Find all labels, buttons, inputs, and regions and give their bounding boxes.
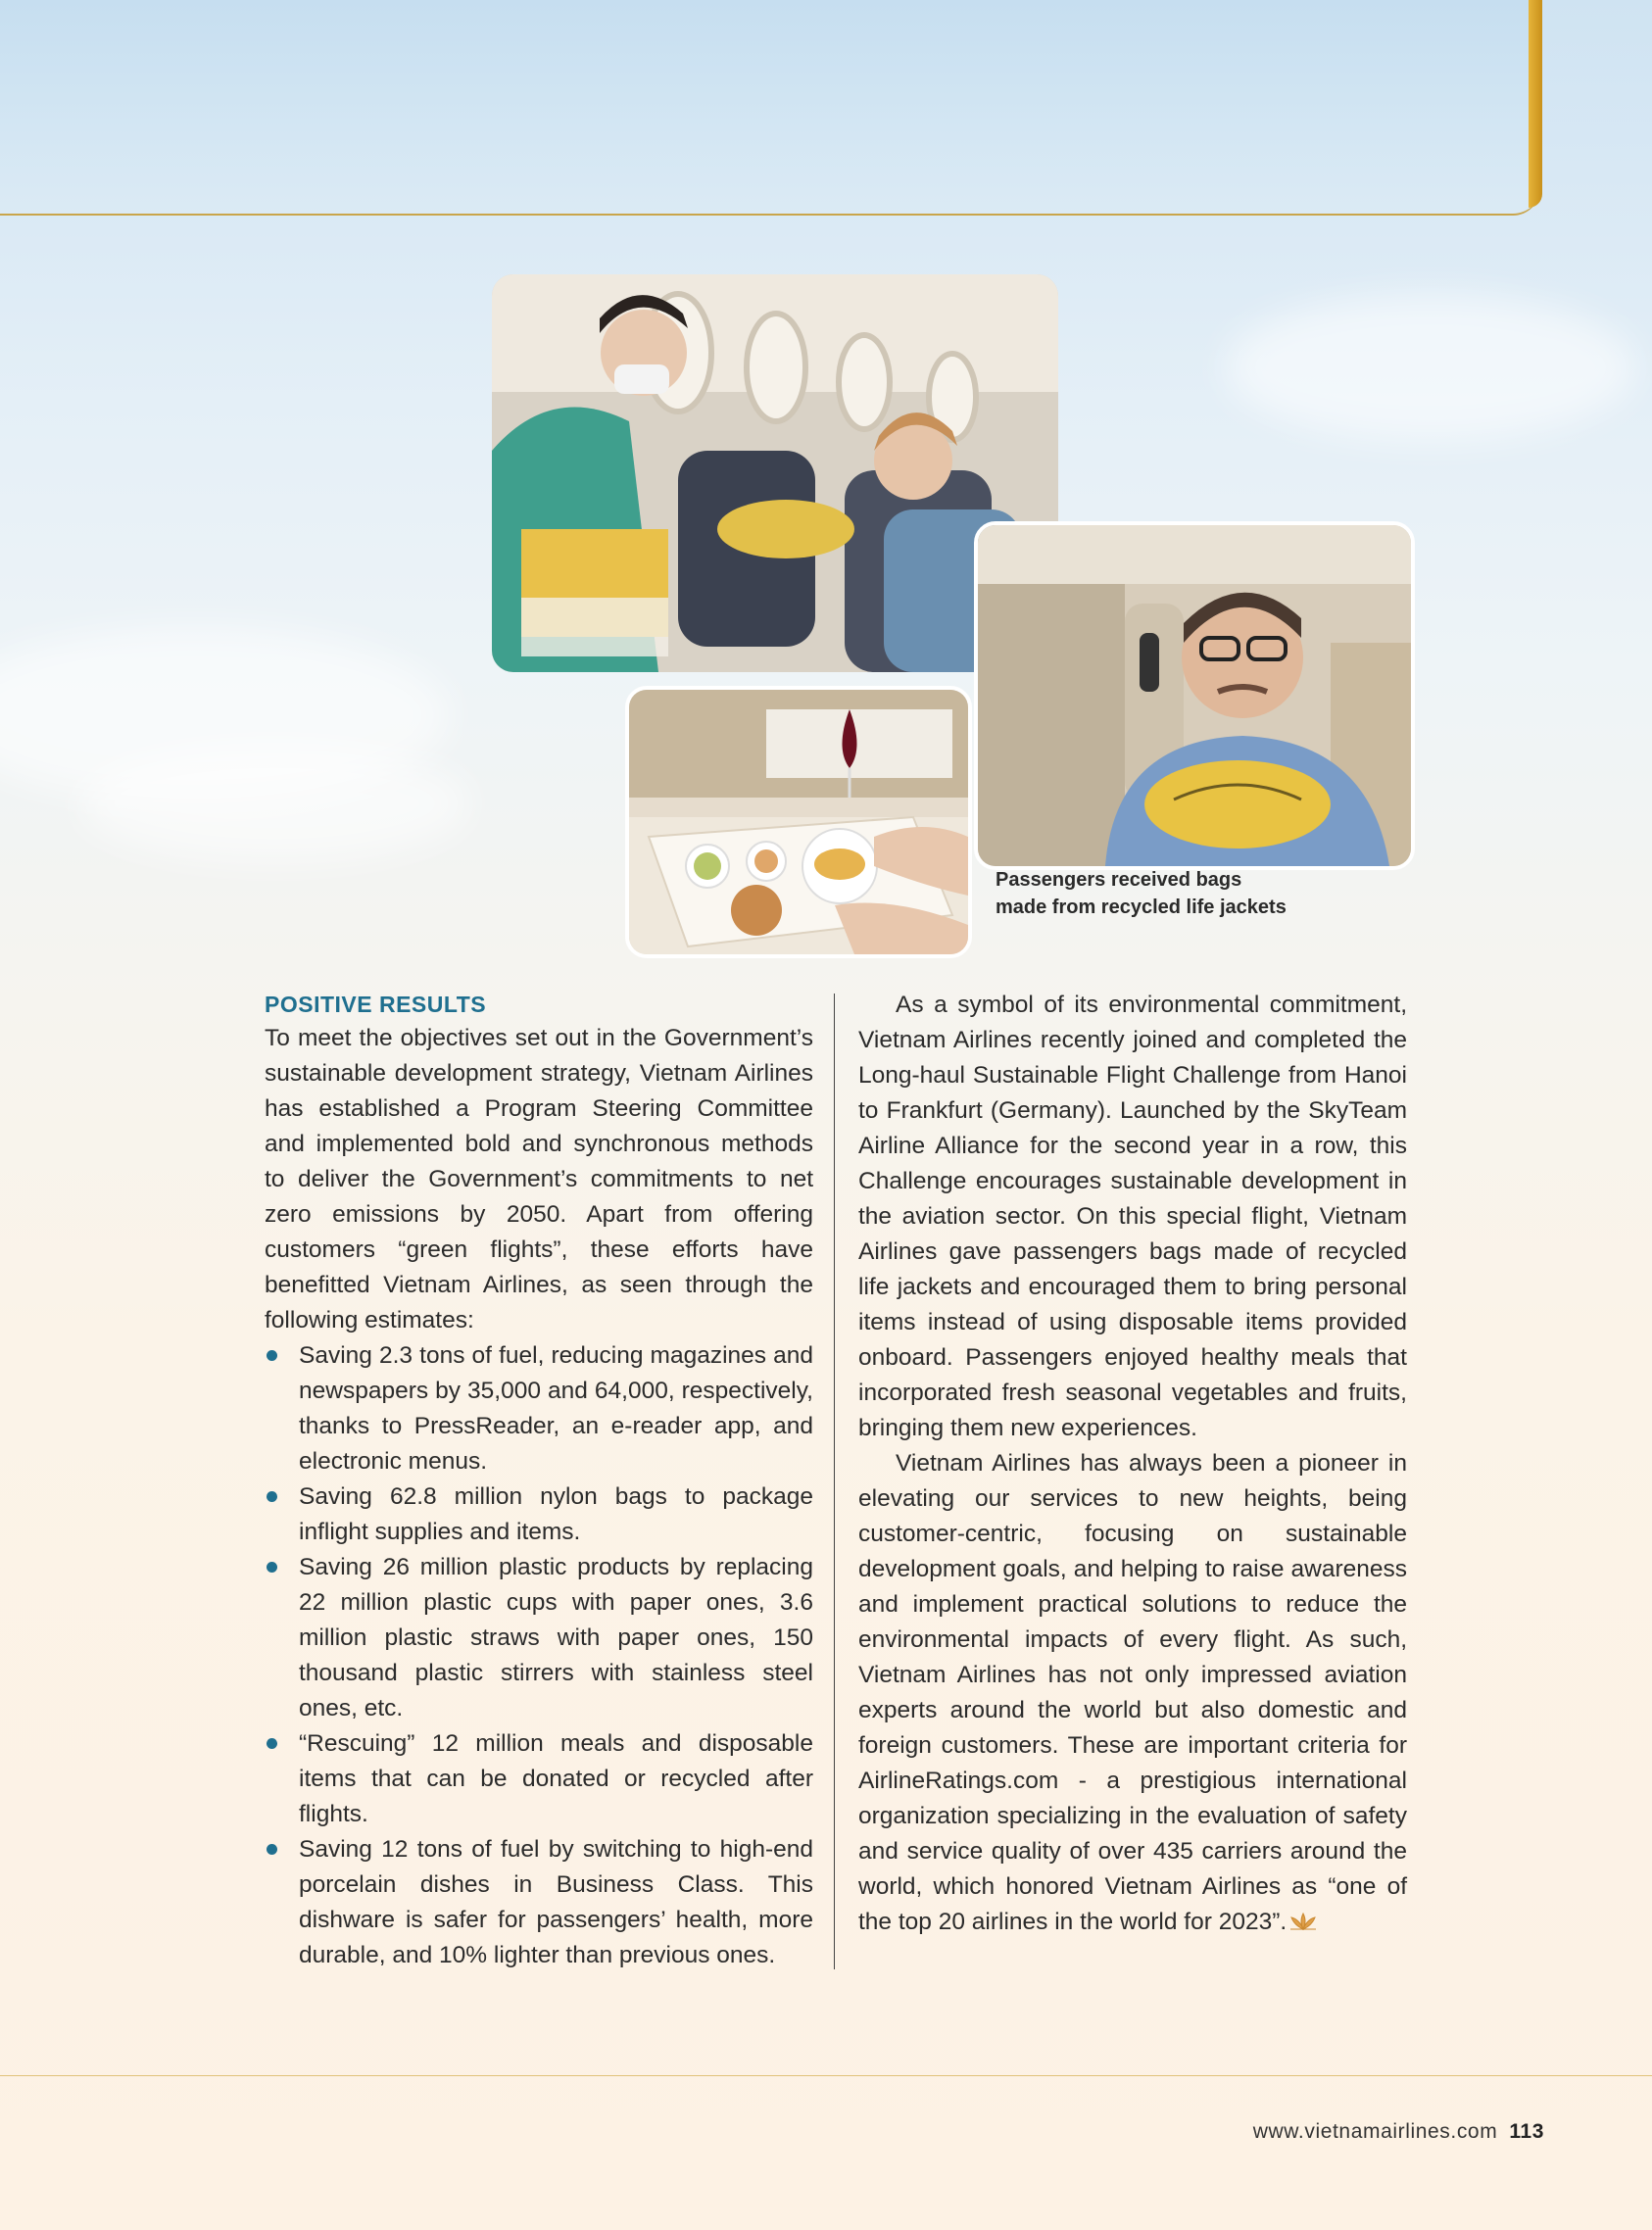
section-heading: POSITIVE RESULTS — [265, 992, 487, 1017]
left-text-column — [265, 988, 813, 1973]
gold-accent-rail — [1529, 0, 1542, 208]
list-item-text: Saving 26 million plastic products by replacing 22 million plastic cups with paper ones, 3.6 million plastic straws with paper ones, 150 thousand plastic stirrers with stainless steel ones, etc. — [299, 1554, 813, 1721]
passenger-bag-photo — [974, 521, 1415, 870]
caption-line-1: Passengers received bags — [996, 869, 1242, 891]
cloud-decoration — [1225, 294, 1636, 441]
bullet-icon — [267, 1350, 277, 1361]
list-item — [265, 1832, 813, 1973]
list-item-text: Saving 12 tons of fuel by switching to high-end porcelain dishes in Business Class. This dishware is safer for passengers’ health, more durable, and 10% lighter than previous ones. — [299, 1836, 813, 1968]
business-meal-photo — [625, 686, 972, 958]
caption-line-2: made from recycled life jackets — [996, 897, 1287, 918]
lotus-end-mark-icon — [1288, 1912, 1318, 1931]
page-footer — [1253, 2120, 1544, 2144]
header-sky-band — [0, 0, 1540, 216]
bullet-icon — [267, 1738, 277, 1749]
estimates-list — [265, 1338, 813, 1973]
passenger-holding-bag-icon — [978, 525, 1411, 866]
footer-rule — [0, 2075, 1652, 2076]
list-item — [265, 1550, 813, 1726]
photo-caption — [996, 866, 1407, 921]
business-class-meal-icon — [629, 690, 968, 954]
list-item-text: “Rescuing” 12 million meals and disposable items that can be donated or recycled after flights. — [299, 1730, 813, 1827]
bullet-icon — [267, 1491, 277, 1502]
page-number: 113 — [1509, 2120, 1544, 2143]
list-item — [265, 1726, 813, 1832]
intro-paragraph: To meet the objectives set out in the Government’s sustainable development strategy, Vietnam Airlines has established a Program Steering Committee and implemented bold and synchronous methods to deliver the Government’s commitments to net zero emissions by 2050. Apart from offering customers “green flights”, these efforts have benefitted Vietnam Airlines, as seen through the following estimates: — [265, 1025, 813, 1333]
list-item — [265, 1338, 813, 1479]
list-item-text: Saving 2.3 tons of fuel, reducing magazines and newspapers by 35,000 and 64,000, respectively, thanks to PressReader, an e-reader app, and electronic menus. — [299, 1342, 813, 1475]
right-text-column — [858, 988, 1407, 1940]
column-divider — [834, 994, 835, 1969]
website-url: www.vietnamairlines.com — [1252, 2120, 1498, 2143]
list-item-text: Saving 62.8 million nylon bags to package inflight supplies and items. — [299, 1483, 813, 1545]
bullet-icon — [267, 1844, 277, 1855]
paragraph-pioneer-text: Vietnam Airlines has always been a pioneer in elevating our services to new heights, being customer-centric, focusing on sustainable development goals, and helping to raise awareness and implement practical solutions to reduce the environmental impacts of every flight. As such, Vietnam Airlines has not only impressed aviation experts around the world but also domestic and foreign customers. These are important criteria for AirlineRatings.com - a prestigious international organization specializing in the evaluation of safety and service quality of over 435 carriers around the world, which honored Vietnam Airlines as “one of the top 20 airlines in the world for 2023”. — [858, 1450, 1407, 1935]
cloud-decoration — [78, 745, 470, 862]
paragraph-challenge: As a symbol of its environmental commitment, Vietnam Airlines recently joined and completed the Long-haul Sustainable Flight Challenge from Hanoi to Frankfurt (Germany). Launched by the SkyTeam Airline Alliance for the second year in a row, this Challenge encourages sustainable development in the aviation sector. On this special flight, Vietnam Airlines gave passengers bags made of recycled life jackets and encouraged them to bring personal items instead of using disposable items provided onboard. Passengers enjoyed healthy meals that incorporated fresh seasonal vegetables and fruits, bringing them new experiences. — [858, 992, 1407, 1441]
paragraph-pioneer — [858, 1446, 1407, 1940]
bullet-icon — [267, 1562, 277, 1573]
list-item — [265, 1479, 813, 1550]
